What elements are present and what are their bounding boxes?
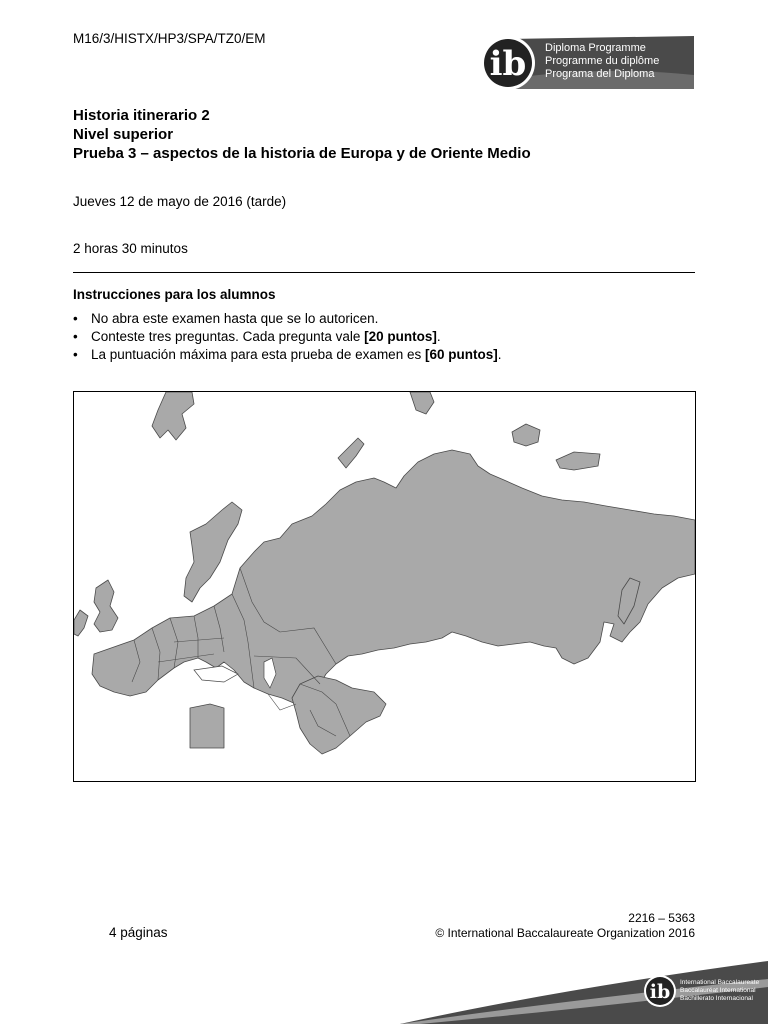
org-line-1: International Baccalaureate	[680, 979, 760, 986]
landmass-eurasia	[92, 450, 695, 710]
landmass-scandinavia	[184, 502, 242, 602]
europe-middle-east-map	[73, 391, 696, 782]
exam-code: M16/3/HISTX/HP3/SPA/TZ0/EM	[73, 31, 266, 46]
document-number: 2216 – 5363	[628, 911, 695, 925]
logo-line-2: Programme du diplôme	[545, 55, 660, 67]
ib-organization-logo	[400, 955, 768, 1024]
instructions-list	[73, 310, 695, 364]
instruction-item: • La puntuación máxima para esta prueba de examen es [60 puntos].	[73, 347, 502, 362]
bullet-icon: •	[73, 329, 78, 344]
ib-diploma-logo	[478, 35, 696, 91]
page-count: 4 páginas	[109, 925, 168, 940]
landmass-ireland	[74, 610, 88, 636]
logo-line-1: Diploma Programme	[545, 42, 646, 54]
landmass-novaya-zemlya	[338, 438, 364, 468]
ib-mark-small: ib	[649, 981, 671, 1003]
bullet-icon: •	[73, 311, 78, 326]
bullet-icon: •	[73, 347, 78, 362]
instruction-item: • No abra este examen hasta que se lo autoricen.	[73, 311, 379, 326]
copyright-notice: © International Baccalaureate Organization 2016	[435, 926, 695, 940]
exam-date: Jueves 12 de mayo de 2016 (tarde)	[73, 194, 287, 209]
exam-duration: 2 horas 30 minutos	[73, 241, 188, 256]
landmass-severnaya-zemlya	[512, 424, 540, 446]
instruction-item: • Conteste tres preguntas. Cada pregunta vale [20 puntos].	[73, 329, 441, 344]
divider	[73, 272, 695, 273]
instructions-heading: Instrucciones para los alumnos	[73, 287, 276, 302]
org-line-2: Baccalauréat International	[680, 987, 756, 994]
landmass-arabia	[292, 676, 386, 754]
org-line-3: Bachillerato Internacional	[680, 995, 753, 1002]
level-title: Nivel superior	[73, 126, 174, 143]
landmass-greenland-fragment	[152, 392, 194, 440]
landmass-franz-josef-land	[410, 392, 434, 414]
paper-title: Prueba 3 – aspectos de la historia de Europa y de Oriente Medio	[73, 145, 531, 162]
landmass-egypt	[190, 704, 224, 748]
subject-title: Historia itinerario 2	[73, 107, 210, 124]
logo-line-3: Programa del Diploma	[545, 68, 655, 80]
ib-mark: ib	[489, 44, 527, 84]
landmass-new-siberian-islands	[556, 452, 600, 470]
landmass-great-britain	[94, 580, 118, 632]
